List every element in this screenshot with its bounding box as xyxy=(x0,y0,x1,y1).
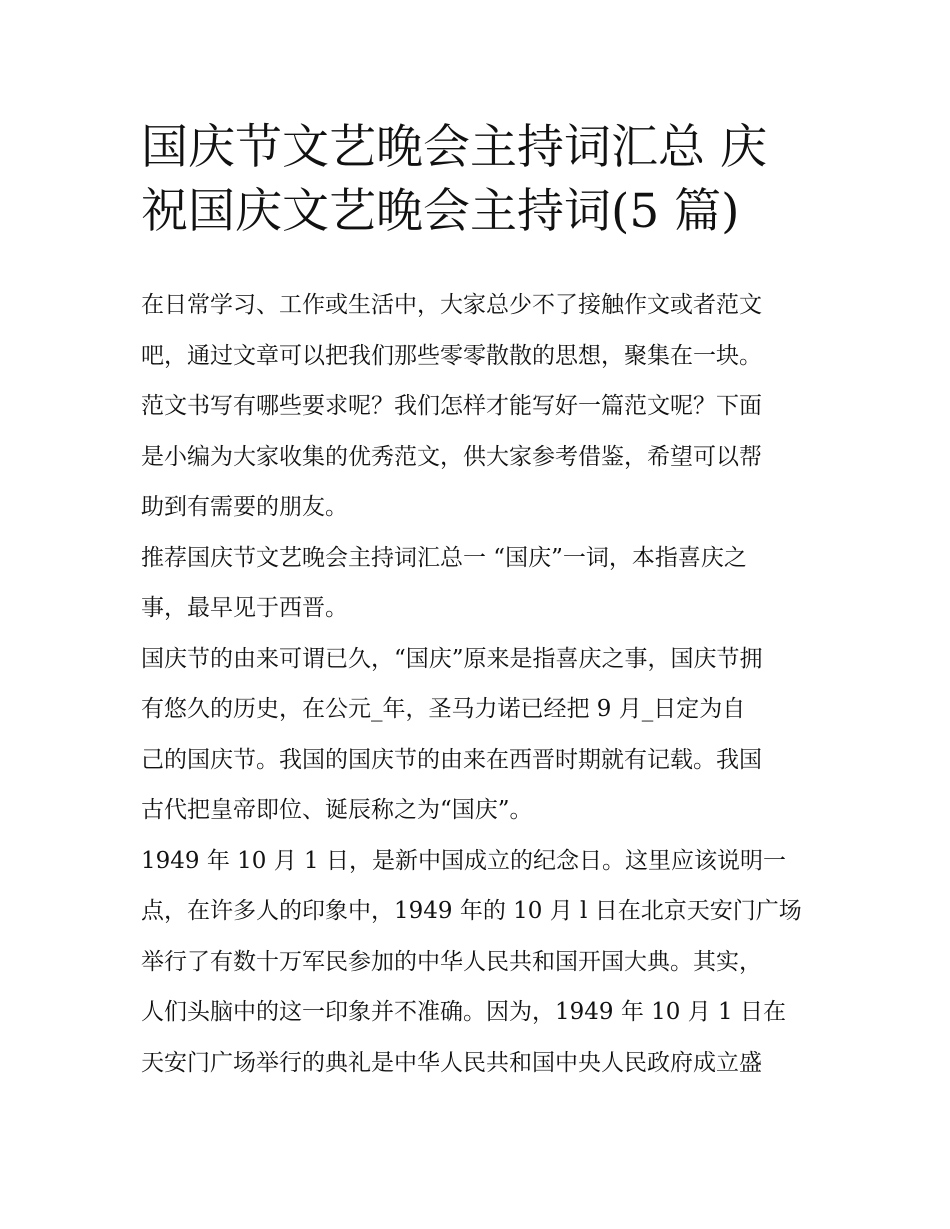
body-line: 人们头脑中的这一印象并不准确。因为，1949 年 10 月 1 日在 xyxy=(141,999,786,1025)
body-line: 推荐国庆节文艺晚会主持词汇总一 “国庆”一词，本指喜庆之 xyxy=(141,544,747,571)
body-line: 举行了有数十万军民参加的中华人民共和国开国大典。其实， xyxy=(141,948,762,975)
body-line: 事，最早见于西晋。 xyxy=(141,595,348,621)
title-line-2: 祝国庆文艺晚会主持词(5 篇) xyxy=(141,184,740,239)
body-line: 点，在许多人的印象中，1949 年的 10 月 l 日在北京天安门广场 xyxy=(141,898,802,924)
title-line-1: 国庆节文艺晚会主持词汇总 庆 xyxy=(141,120,767,175)
body-line: 1949 年 10 月 1 日，是新中国成立的纪念日。这里应该说明一 xyxy=(141,847,786,874)
body-line: 助到有需要的朋友。 xyxy=(141,494,348,520)
body-line: 吧，通过文章可以把我们那些零零散散的思想，聚集在一块。 xyxy=(141,342,762,369)
document-title xyxy=(141,116,821,244)
body-line: 有悠久的历史，在公元_年，圣马力诺已经把 9 月_日定为自 xyxy=(141,696,746,722)
body-line: 是小编为大家收集的优秀范文，供大家参考借鉴，希望可以帮 xyxy=(141,443,762,470)
body-line: 范文书写有哪些要求呢？我们怎样才能写好一篇范文呢？下面 xyxy=(141,393,762,419)
body-line: 在日常学习、工作或生活中，大家总少不了接触作文或者范文 xyxy=(141,292,762,318)
body-line: 己的国庆节。我国的国庆节的由来在西晋时期就有记载。我国 xyxy=(141,746,762,773)
body-line: 天安门广场举行的典礼是中华人民共和国中央人民政府成立盛 xyxy=(141,1049,762,1076)
body-line: 古代把皇帝即位、诞辰称之为“国庆”。 xyxy=(141,797,533,823)
body-line: 国庆节的由来可谓已久，“国庆”原来是指喜庆之事，国庆节拥 xyxy=(141,645,763,672)
document-body xyxy=(141,280,821,1088)
